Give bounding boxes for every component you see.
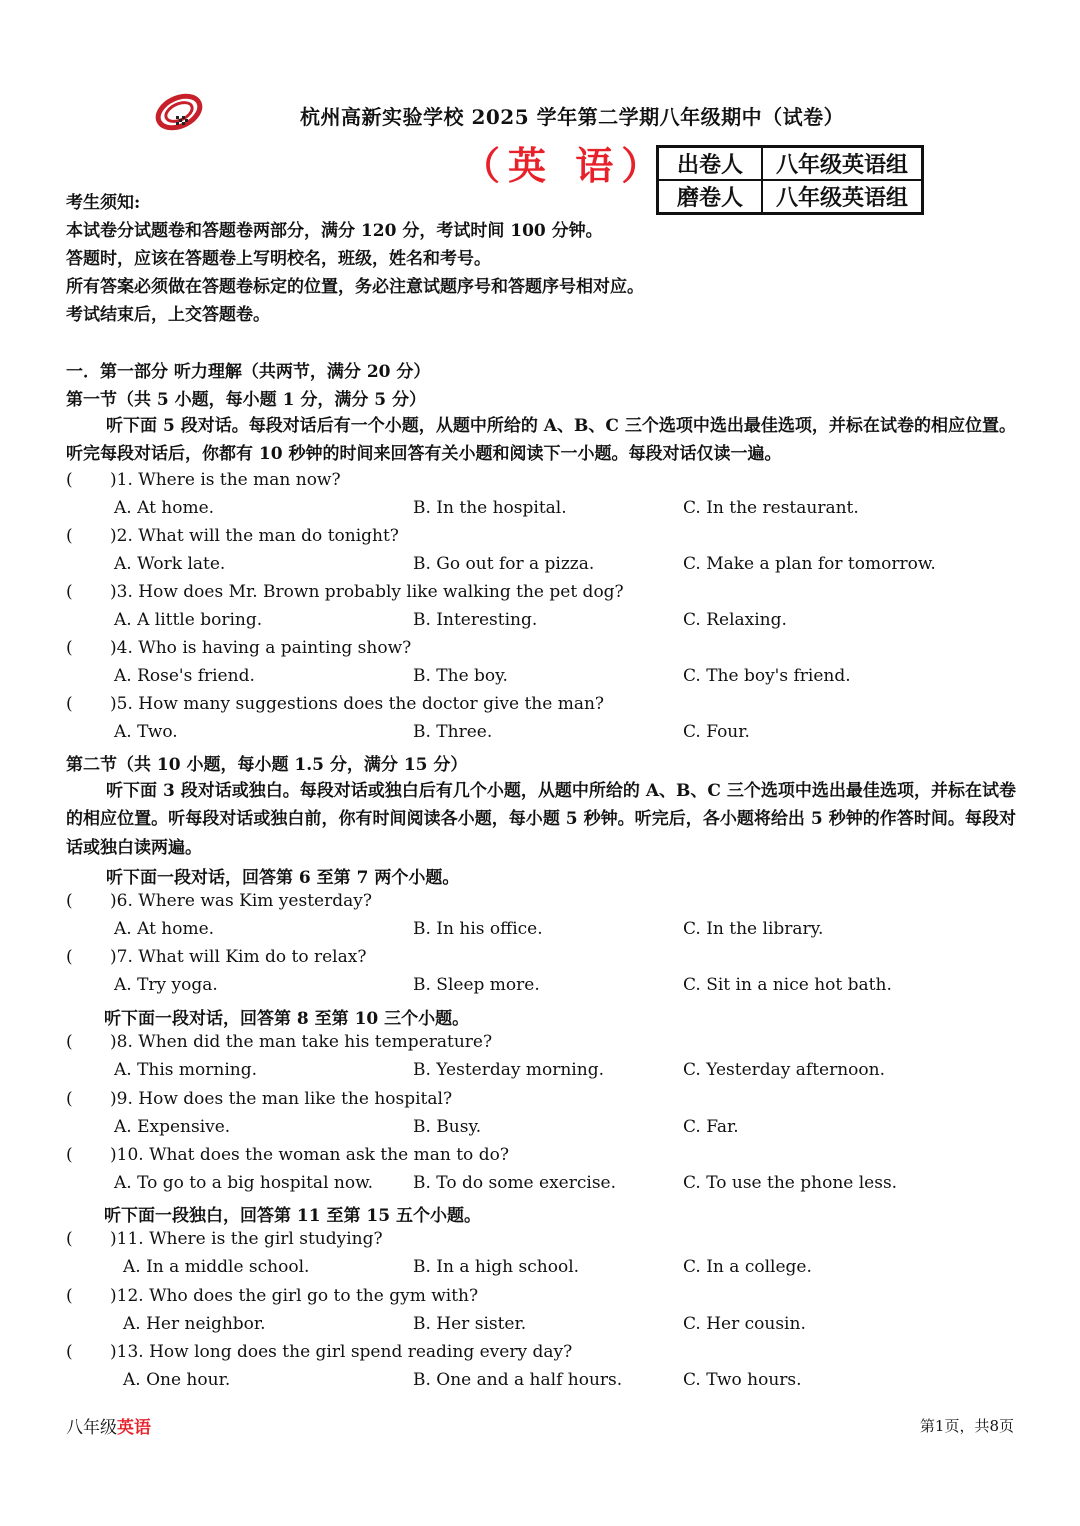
question-text: )11. Where is the girl studying?	[110, 1229, 383, 1249]
part1-title: 一．第一部分 听力理解（共两节，满分 20 分）	[66, 362, 431, 382]
section2-title: 第二节（共 10 小题，每小题 1.5 分，满分 15 分）	[66, 755, 468, 775]
answer-paren[interactable]: (	[66, 1229, 73, 1249]
option-c: C. To use the phone less.	[683, 1173, 898, 1193]
question-text: )8. When did the man take his temperature?	[110, 1032, 493, 1052]
option-c: C. Sit in a nice hot bath.	[683, 975, 892, 995]
footer-grade: 八年级	[66, 1418, 117, 1438]
option-b: B. Go out for a pizza.	[413, 554, 595, 574]
option-a: A. At home.	[114, 919, 215, 939]
question	[66, 1032, 492, 1052]
option-a: A. Rose's friend.	[114, 666, 255, 686]
option-c: C. Two hours.	[683, 1370, 802, 1390]
option-a: A. To go to a big hospital now.	[114, 1173, 374, 1193]
section2-sub2: 听下面一段对话，回答第 8 至第 10 三个小题。	[104, 1009, 470, 1029]
answer-paren[interactable]: (	[66, 470, 73, 490]
question-text: )1. Where is the man now?	[110, 470, 341, 490]
notice-title: 考生须知:	[66, 193, 141, 213]
option-c: C. In the library.	[683, 919, 824, 939]
option-b: B. In a high school.	[413, 1257, 580, 1277]
answer-paren[interactable]: (	[66, 582, 73, 602]
answer-paren[interactable]: (	[66, 526, 73, 546]
question	[66, 891, 372, 911]
question-text: )3. How does Mr. Brown probably like walking the pet dog?	[110, 582, 624, 602]
question	[66, 1089, 452, 1109]
option-c: C. The boy's friend.	[683, 666, 851, 686]
option-b: B. Sleep more.	[413, 975, 540, 995]
option-a: A. Work late.	[114, 554, 226, 574]
reviewer-label: 磨卷人	[658, 180, 763, 214]
reviewer-value: 八年级英语组	[762, 180, 923, 214]
option-a: A. A little boring.	[114, 610, 263, 630]
option-b: B. Busy.	[413, 1117, 482, 1137]
option-b: B. One and a half hours.	[413, 1370, 623, 1390]
question	[66, 1145, 509, 1165]
option-a: A. Expensive.	[114, 1117, 231, 1137]
option-b: B. In the hospital.	[413, 498, 567, 518]
option-a: A. One hour.	[123, 1370, 231, 1390]
option-b: B. Interesting.	[413, 610, 538, 630]
answer-paren[interactable]: (	[66, 1342, 73, 1362]
question-text: )4. Who is having a painting show?	[110, 638, 412, 658]
notice-line: 所有答案必须做在答题卷标定的位置，务必注意试题序号和答题序号相对应。	[66, 277, 644, 297]
option-a: A. Her neighbor.	[123, 1314, 266, 1334]
option-a: A. At home.	[114, 498, 215, 518]
notice-line: 考试结束后，上交答题卷。	[66, 305, 270, 325]
option-b: B. To do some exercise.	[413, 1173, 617, 1193]
question-text: )9. How does the man like the hospital?	[110, 1089, 453, 1109]
option-a: A. Try yoga.	[114, 975, 218, 995]
answer-paren[interactable]: (	[66, 891, 73, 911]
question-text: )12. Who does the girl go to the gym with?	[110, 1286, 479, 1306]
question-text: )5. How many suggestions does the doctor give the man?	[110, 694, 605, 714]
option-c: C. Make a plan for tomorrow.	[683, 554, 936, 574]
option-c: C. In the restaurant.	[683, 498, 859, 518]
answer-paren[interactable]: (	[66, 1032, 73, 1052]
option-b: B. Her sister.	[413, 1314, 527, 1334]
option-c: C. Four.	[683, 722, 750, 742]
option-a: A. Two.	[114, 722, 178, 742]
author-label: 出卷人	[658, 147, 763, 181]
section2-sub3: 听下面一段独白，回答第 11 至第 15 五个小题。	[104, 1206, 481, 1226]
option-c: C. Her cousin.	[683, 1314, 806, 1334]
notice-line: 本试卷分试题卷和答题卷两部分，满分 120 分，考试时间 100 分钟。	[66, 221, 603, 241]
option-b: B. Three.	[413, 722, 493, 742]
answer-paren[interactable]: (	[66, 947, 73, 967]
option-c: C. Far.	[683, 1117, 739, 1137]
question	[66, 694, 604, 714]
answer-paren[interactable]: (	[66, 1089, 73, 1109]
footer-subject: 英语	[117, 1418, 151, 1438]
answer-paren[interactable]: (	[66, 638, 73, 658]
section2-instructions: 听下面 3 段对话或独白。每段对话或独白后有几个小题，从题中所给的 A、B、C 三个选项中选出最佳选项，并标在试卷的相应位置。听每段对话或独白前，你有时间阅读各小题，每小题 5 秒钟。听完后，各小题将给出 5 秒钟的作答时间。每段对话或独白读两遍。	[66, 781, 1016, 858]
question	[66, 638, 411, 658]
page-number: 第1页，共8页	[919, 1417, 1014, 1435]
option-c: C. In a college.	[683, 1257, 812, 1277]
question	[66, 582, 624, 602]
author-value: 八年级英语组	[762, 147, 923, 181]
question	[66, 1286, 478, 1306]
section2-sub1: 听下面一段对话，回答第 6 至第 7 两个小题。	[106, 868, 460, 888]
option-b: B. The boy.	[413, 666, 508, 686]
section1-title: 第一节（共 5 小题，每小题 1 分，满分 5 分）	[66, 390, 426, 410]
question-text: )10. What does the woman ask the man to do?	[110, 1145, 509, 1165]
question	[66, 470, 341, 490]
author-table	[656, 145, 924, 215]
question	[66, 947, 366, 967]
option-b: B. Yesterday morning.	[413, 1060, 604, 1080]
answer-paren[interactable]: (	[66, 694, 73, 714]
question-text: )13. How long does the girl spend reading every day?	[110, 1342, 573, 1362]
question	[66, 526, 399, 546]
answer-paren[interactable]: (	[66, 1145, 73, 1165]
option-c: C. Yesterday afternoon.	[683, 1060, 885, 1080]
section1-instructions: 听下面 5 段对话。每段对话后有一个小题，从题中所给的 A、B、C 三个选项中选出最佳选项，并标在试卷的相应位置。听完每段对话后，你都有 10 秒钟的时间来回答有关小题和阅读下一小题。每段对话仅读一遍。	[66, 416, 1016, 465]
notice-line: 答题时，应该在答题卷上写明校名，班级，姓名和考号。	[66, 249, 491, 269]
answer-paren[interactable]: (	[66, 1286, 73, 1306]
question-text: )2. What will the man do tonight?	[110, 526, 399, 546]
school-logo	[154, 90, 204, 134]
option-b: B. In his office.	[413, 919, 543, 939]
subject-title: （英 语）	[462, 143, 668, 188]
question-text: )6. Where was Kim yesterday?	[110, 891, 372, 911]
question	[66, 1342, 572, 1362]
option-c: C. Relaxing.	[683, 610, 787, 630]
footer-grade-subject	[66, 1413, 151, 1438]
option-a: A. This morning.	[114, 1060, 258, 1080]
option-a: A. In a middle school.	[123, 1257, 310, 1277]
question	[66, 1229, 383, 1249]
author-row	[658, 147, 923, 181]
reviewer-row	[658, 180, 923, 214]
question-text: )7. What will Kim do to relax?	[110, 947, 367, 967]
school-title: 杭州高新实验学校 2025 学年第二学期八年级期中（试卷）	[300, 105, 845, 129]
